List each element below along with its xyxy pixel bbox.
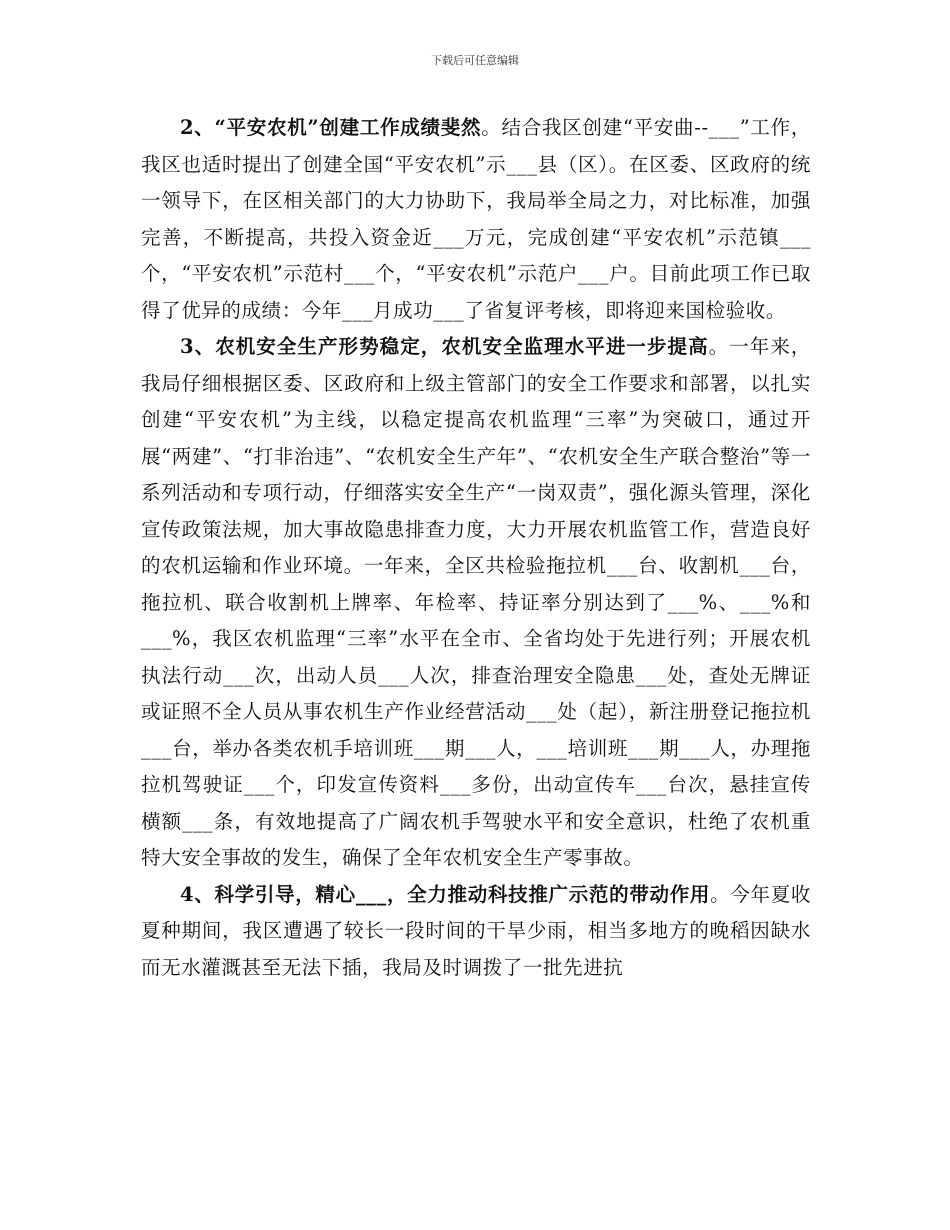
paragraph-text: 。结合我区创建“平安曲--___”工作，我区也适时提出了创建全国“平安农机”示___县（区）。在区委、区政府的统一领导下，在区相关部门的大力协助下，我局举全局之力，对比标准，加强完善，不断提高，共投入资金近___万元，完成创建“平安农机”示范镇___个，“平安农机”示范村___个，“平安农机”示范户___户。目前此项工作已取得了优异的成绩：今年___月成功___了省复评考核，即将迎来国检验收。 (141, 116, 811, 322)
paragraph-heading: 4、科学引导，精心___，全力推动科技推广示范的带动作用 (180, 882, 711, 906)
paragraph-text: 。今年夏收夏种期间，我区遭遇了较长一段时间的干旱少雨，相当多地方的晚稻因缺水而无水灌溉甚至无法下插，我局及时调拨了一批先进抗 (141, 882, 811, 979)
document-body (141, 110, 811, 986)
paragraph-heading: 2、“平安农机”创建工作成绩斐然 (180, 116, 482, 139)
paragraph-2 (141, 110, 811, 329)
paragraph-3 (141, 329, 811, 877)
paragraph-text: 。一年来，我局仔细根据区委、区政府和上级主管部门的安全工作要求和部署，以扎实创建“平安农机”为主线，以稳定提高农机监理“三率”为突破口，通过开展“两建”、“打非治违”、“农机安全生产年”、“农机安全生产联合整治”等一系列活动和专项行动，仔细落实安全生产“一岗双责”，强化源头管理，深化宣传政策法规，加大事故隐患排查力度，大力开展农机监管工作，营造良好的农机运输和作业环境。一年来，全区共检验拖拉机___台、收割机___台，拖拉机、联合收割机上牌率、年检率、持证率分别达到了___%、___%和___%，我区农机监理“三率”水平在全市、全省均处于先进行列；开展农机执法行动___次，出动人员___人次，排查治理安全隐患___处，查处无牌证或证照不全人员从事农机生产作业经营活动___处（起），新注册登记拖拉机___台，举办各类农机手培训班___期___人，___培训班___期___人，办理拖拉机驾驶证___个，印发宣传资料___多份，出动宣传车___台次，悬挂宣传横额___条，有效地提高了广阔农机手驾驶水平和安全意识，杜绝了农机重特大安全事故的发生，确保了全年农机安全生产零事故。 (141, 335, 811, 869)
paragraph-4 (141, 877, 811, 987)
page-header: 下载后可任意编辑 (431, 54, 519, 67)
paragraph-heading: 3、农机安全生产形势稳定，农机安全监理水平进一步提高 (180, 335, 709, 358)
